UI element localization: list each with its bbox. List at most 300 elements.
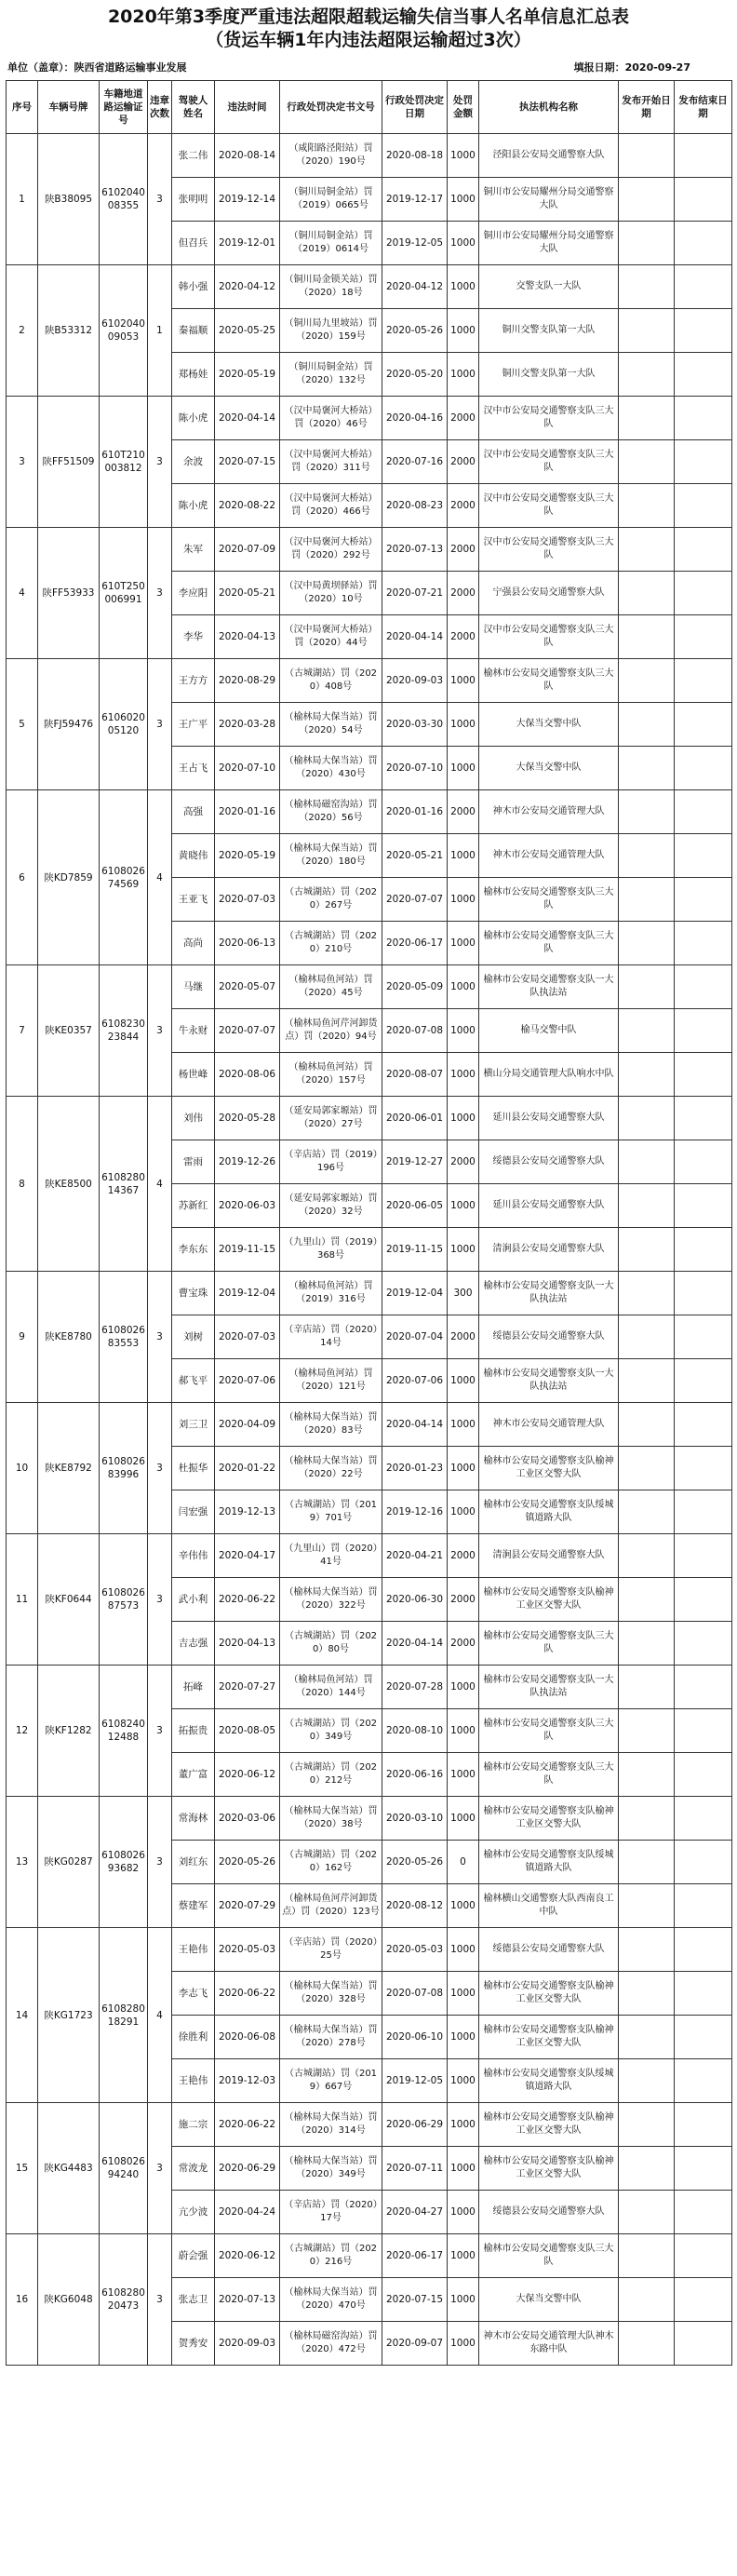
driver-name: 常海林 [172, 1797, 215, 1841]
publish-start-date [619, 1140, 675, 1184]
penalty-date: 2020-06-10 [382, 2016, 448, 2059]
violation-count: 3 [148, 1534, 172, 1666]
header-plate: 车辆号牌 [38, 81, 100, 134]
penalty-amount: 1000 [448, 2059, 479, 2103]
publish-end-date [675, 1928, 732, 1972]
agency-name: 汉中市公安局交通警察支队三大队 [479, 397, 619, 440]
permit-number: 610204009053 [100, 265, 148, 397]
penalty-doc-number: （古城湖站）罚（2020）210号 [280, 922, 382, 965]
penalty-amount: 1000 [448, 1403, 479, 1447]
publish-start-date [619, 1359, 675, 1403]
penalty-amount: 1000 [448, 222, 479, 265]
violation-time: 2020-01-22 [215, 1447, 280, 1490]
penalty-amount: 1000 [448, 1184, 479, 1228]
permit-number: 610828014367 [100, 1097, 148, 1272]
penalty-amount: 2000 [448, 1140, 479, 1184]
table-row [7, 528, 732, 572]
penalty-amount: 1000 [448, 1490, 479, 1534]
agency-name: 绥德县公安局交通警察大队 [479, 1928, 619, 1972]
violation-count: 3 [148, 1403, 172, 1534]
publish-start-date [619, 703, 675, 747]
penalty-amount: 1000 [448, 353, 479, 397]
publish-end-date [675, 878, 732, 922]
vehicle-plate: 陕FF51509 [38, 397, 100, 528]
penalty-date: 2020-06-17 [382, 2234, 448, 2278]
violation-count: 1 [148, 265, 172, 397]
driver-name: 刘树 [172, 1315, 215, 1359]
penalty-amount: 1000 [448, 1097, 479, 1140]
agency-name: 榆林市公安局交通警察支队绥城镇道路大队 [479, 1490, 619, 1534]
publish-start-date [619, 1097, 675, 1140]
violation-time: 2020-05-07 [215, 965, 280, 1009]
agency-name: 榆林市公安局交通警察支队三大队 [479, 878, 619, 922]
penalty-date: 2020-07-28 [382, 1666, 448, 1709]
penalty-amount: 1000 [448, 2016, 479, 2059]
publish-start-date [619, 659, 675, 703]
violation-time: 2020-07-03 [215, 878, 280, 922]
driver-name: 苏新红 [172, 1184, 215, 1228]
driver-name: 徐胜利 [172, 2016, 215, 2059]
publish-start-date [619, 1841, 675, 1884]
violation-count: 3 [148, 1797, 172, 1928]
violation-time: 2020-08-05 [215, 1709, 280, 1753]
table-row [7, 1797, 732, 1841]
agency-name: 铜川交警支队第一大队 [479, 353, 619, 397]
agency-name: 榆马交警中队 [479, 1009, 619, 1053]
penalty-date: 2020-06-01 [382, 1097, 448, 1140]
penalty-amount: 1000 [448, 2103, 479, 2147]
agency-name: 汉中市公安局交通警察支队三大队 [479, 440, 619, 484]
penalty-doc-number: （榆林局鱼河站）罚（2020）121号 [280, 1359, 382, 1403]
violation-count: 3 [148, 2103, 172, 2234]
penalty-date: 2020-07-13 [382, 528, 448, 572]
penalty-doc-number: （榆林局大保当站）罚（2020）38号 [280, 1797, 382, 1841]
permit-number: 610802683996 [100, 1403, 148, 1534]
violation-time: 2020-07-29 [215, 1884, 280, 1928]
penalty-date: 2020-03-30 [382, 703, 448, 747]
driver-name: 施二宗 [172, 2103, 215, 2147]
penalty-amount: 2000 [448, 1578, 479, 1622]
driver-name: 但召兵 [172, 222, 215, 265]
penalty-amount: 1000 [448, 1666, 479, 1709]
penalty-doc-number: （榆林局鱼河站）罚（2019）316号 [280, 1272, 382, 1315]
publish-start-date [619, 1315, 675, 1359]
penalty-doc-number: （榆林局磁窑沟站）罚（2020）56号 [280, 790, 382, 834]
permit-number: 610T210003812 [100, 397, 148, 528]
driver-name: 王方方 [172, 659, 215, 703]
agency-name: 榆林市公安局交通警察支队三大队 [479, 659, 619, 703]
penalty-amount: 1000 [448, 134, 479, 178]
penalty-amount: 2000 [448, 528, 479, 572]
table-row [7, 965, 732, 1009]
penalty-doc-number: （榆林局鱼河站）罚（2020）157号 [280, 1053, 382, 1097]
violation-time: 2020-05-25 [215, 309, 280, 353]
penalty-date: 2019-12-16 [382, 1490, 448, 1534]
penalty-date: 2020-06-30 [382, 1578, 448, 1622]
penalty-amount: 1000 [448, 2191, 479, 2234]
header-agency: 执法机构名称 [479, 81, 619, 134]
publish-start-date [619, 2059, 675, 2103]
penalty-doc-number: （辛店站）罚（2019）196号 [280, 1140, 382, 1184]
penalty-doc-number: （榆林局大保当站）罚（2020）22号 [280, 1447, 382, 1490]
publish-start-date [619, 922, 675, 965]
driver-name: 张二伟 [172, 134, 215, 178]
publish-end-date [675, 528, 732, 572]
publish-end-date [675, 309, 732, 353]
penalty-amount: 2000 [448, 484, 479, 528]
group-no: 13 [7, 1797, 38, 1928]
penalty-date: 2020-08-23 [382, 484, 448, 528]
driver-name: 李华 [172, 615, 215, 659]
header-driver: 驾驶人姓名 [172, 81, 215, 134]
publish-start-date [619, 1972, 675, 2016]
agency-name: 大保当交警中队 [479, 747, 619, 790]
penalty-doc-number: （古城湖站）罚（2020）212号 [280, 1753, 382, 1797]
violation-time: 2020-05-28 [215, 1097, 280, 1140]
violation-time: 2020-03-28 [215, 703, 280, 747]
violation-time: 2020-09-03 [215, 2322, 280, 2366]
agency-name: 神木市公安局交通管理大队 [479, 834, 619, 878]
penalty-date: 2020-07-15 [382, 2278, 448, 2322]
group-no: 9 [7, 1272, 38, 1403]
penalty-amount: 1000 [448, 703, 479, 747]
penalty-doc-number: （古城湖站）罚（2020）216号 [280, 2234, 382, 2278]
violation-time: 2020-08-14 [215, 134, 280, 178]
vehicle-plate: 陕KE8780 [38, 1272, 100, 1403]
penalty-doc-number: （九里山）罚（2019）368号 [280, 1228, 382, 1272]
penalty-date: 2020-06-16 [382, 1753, 448, 1797]
driver-name: 王广平 [172, 703, 215, 747]
penalty-amount: 1000 [448, 1972, 479, 2016]
vehicle-plate: 陕FF53933 [38, 528, 100, 659]
permit-number: 610828018291 [100, 1928, 148, 2103]
agency-name: 榆林市公安局交通警察支队榆神工业区交警大队 [479, 1447, 619, 1490]
penalty-amount: 1000 [448, 1447, 479, 1490]
violation-count: 3 [148, 1666, 172, 1797]
violation-time: 2019-12-03 [215, 2059, 280, 2103]
header-start: 发布开始日期 [619, 81, 675, 134]
violation-time: 2020-05-26 [215, 1841, 280, 1884]
penalty-doc-number: （榆林局大保当站）罚（2020）328号 [280, 1972, 382, 2016]
driver-name: 亢少波 [172, 2191, 215, 2234]
vehicle-plate: 陕B38095 [38, 134, 100, 265]
violation-time: 2020-07-10 [215, 747, 280, 790]
publish-start-date [619, 1709, 675, 1753]
publish-start-date [619, 134, 675, 178]
penalty-date: 2019-12-04 [382, 1272, 448, 1315]
violation-time: 2020-06-22 [215, 1578, 280, 1622]
violation-time: 2020-06-29 [215, 2147, 280, 2191]
publish-end-date [675, 1534, 732, 1578]
agency-name: 神木市公安局交通管理大队 [479, 790, 619, 834]
violation-time: 2019-12-14 [215, 178, 280, 222]
violation-time: 2020-04-12 [215, 265, 280, 309]
penalty-amount: 1000 [448, 178, 479, 222]
violation-time: 2020-04-24 [215, 2191, 280, 2234]
vehicle-plate: 陕KE8500 [38, 1097, 100, 1272]
penalty-date: 2020-01-16 [382, 790, 448, 834]
publish-start-date [619, 965, 675, 1009]
violation-time: 2020-07-03 [215, 1315, 280, 1359]
publish-end-date [675, 1053, 732, 1097]
penalty-amount: 1000 [448, 2234, 479, 2278]
violation-count: 3 [148, 965, 172, 1097]
publish-start-date [619, 1228, 675, 1272]
agency-name: 大保当交警中队 [479, 703, 619, 747]
vehicle-plate: 陕KF0644 [38, 1534, 100, 1666]
group-no: 10 [7, 1403, 38, 1534]
vehicle-plate: 陕KG1723 [38, 1928, 100, 2103]
group-no: 15 [7, 2103, 38, 2234]
agency-name: 延川县公安局交通警察大队 [479, 1097, 619, 1140]
permit-number: 610802687573 [100, 1534, 148, 1666]
permit-number: 610802683553 [100, 1272, 148, 1403]
driver-name: 常波龙 [172, 2147, 215, 2191]
violation-time: 2020-01-16 [215, 790, 280, 834]
publish-start-date [619, 265, 675, 309]
group-no: 7 [7, 965, 38, 1097]
driver-name: 拓振贵 [172, 1709, 215, 1753]
penalty-amount: 2000 [448, 572, 479, 615]
permit-number: 610802674569 [100, 790, 148, 965]
penalty-doc-number: （古城湖站）罚（2020）80号 [280, 1622, 382, 1666]
publish-end-date [675, 834, 732, 878]
violation-time: 2019-12-01 [215, 222, 280, 265]
driver-name: 韩小强 [172, 265, 215, 309]
penalty-doc-number: （铜川局铜金站）罚（2019）0665号 [280, 178, 382, 222]
violation-time: 2020-08-22 [215, 484, 280, 528]
publish-start-date [619, 222, 675, 265]
agency-name: 榆林市公安局交通警察支队一大队执法站 [479, 1359, 619, 1403]
table-row [7, 1272, 732, 1315]
agency-name: 神木市公安局交通管理大队 [479, 1403, 619, 1447]
penalty-doc-number: （铜川局九里坡站）罚（2020）159号 [280, 309, 382, 353]
publish-end-date [675, 1140, 732, 1184]
vehicle-plate: 陕KG4483 [38, 2103, 100, 2234]
vehicle-plate: 陕KE8792 [38, 1403, 100, 1534]
agency-name: 榆林市公安局交通警察支队一大队执法站 [479, 1272, 619, 1315]
vehicle-plate: 陕FJ59476 [38, 659, 100, 790]
violation-time: 2020-07-13 [215, 2278, 280, 2322]
penalty-date: 2020-04-21 [382, 1534, 448, 1578]
group-no: 5 [7, 659, 38, 790]
table-header-row [7, 81, 732, 134]
violation-count: 3 [148, 2234, 172, 2366]
driver-name: 高尚 [172, 922, 215, 965]
penalty-amount: 1000 [448, 2322, 479, 2366]
penalty-date: 2019-12-27 [382, 1140, 448, 1184]
vehicle-plate: 陕KE0357 [38, 965, 100, 1097]
penalty-doc-number: （九里山）罚（2020）41号 [280, 1534, 382, 1578]
driver-name: 刘三卫 [172, 1403, 215, 1447]
table-row [7, 2103, 732, 2147]
violation-time: 2019-12-26 [215, 1140, 280, 1184]
header-time: 违法时间 [215, 81, 280, 134]
penalty-amount: 1000 [448, 1053, 479, 1097]
driver-name: 余波 [172, 440, 215, 484]
penalty-amount: 1000 [448, 922, 479, 965]
agency-name: 榆林横山交通警察大队西南良工中队 [479, 1884, 619, 1928]
driver-name: 郝飞平 [172, 1359, 215, 1403]
permit-number: 610802694240 [100, 2103, 148, 2234]
violation-time: 2020-07-09 [215, 528, 280, 572]
penalty-date: 2020-04-27 [382, 2191, 448, 2234]
penalty-doc-number: （铜川局铜金站）罚（2019）0614号 [280, 222, 382, 265]
violation-time: 2020-06-22 [215, 1972, 280, 2016]
permit-number: 610602005120 [100, 659, 148, 790]
agency-name: 铜川市公安局耀州分局交通警察大队 [479, 222, 619, 265]
penalty-doc-number: （榆林局大保当站）罚（2020）278号 [280, 2016, 382, 2059]
penalty-amount: 1000 [448, 2278, 479, 2322]
fill-date: 填报日期：2020-09-27 [573, 61, 690, 74]
header-amount: 处罚金额 [448, 81, 479, 134]
group-no: 2 [7, 265, 38, 397]
violation-time: 2020-04-09 [215, 1403, 280, 1447]
publish-end-date [675, 1228, 732, 1272]
driver-name: 刘红东 [172, 1841, 215, 1884]
penalty-doc-number: （榆林局大保当站）罚（2020）314号 [280, 2103, 382, 2147]
driver-name: 蔚会强 [172, 2234, 215, 2278]
publish-end-date [675, 1272, 732, 1315]
driver-name: 牛永财 [172, 1009, 215, 1053]
table-row [7, 1534, 732, 1578]
penalty-date: 2020-09-03 [382, 659, 448, 703]
penalty-date: 2020-07-08 [382, 1972, 448, 2016]
header-count: 违章次数 [148, 81, 172, 134]
penalty-amount: 1000 [448, 309, 479, 353]
agency-name: 榆林市公安局交通警察支队榆神工业区交警大队 [479, 2147, 619, 2191]
driver-name: 杨世峰 [172, 1053, 215, 1097]
violation-time: 2020-06-08 [215, 2016, 280, 2059]
table-row [7, 2234, 732, 2278]
publish-end-date [675, 353, 732, 397]
penalty-date: 2019-11-15 [382, 1228, 448, 1272]
publish-start-date [619, 1272, 675, 1315]
group-no: 14 [7, 1928, 38, 2103]
driver-name: 李东东 [172, 1228, 215, 1272]
penalty-doc-number: （辛店站）罚（2020）14号 [280, 1315, 382, 1359]
penalty-amount: 2000 [448, 440, 479, 484]
violation-count: 3 [148, 528, 172, 659]
group-no: 11 [7, 1534, 38, 1666]
penalty-date: 2020-05-21 [382, 834, 448, 878]
penalty-doc-number: （古城湖站）罚（2020）408号 [280, 659, 382, 703]
publish-start-date [619, 1797, 675, 1841]
violation-time: 2020-05-03 [215, 1928, 280, 1972]
violation-time: 2020-07-15 [215, 440, 280, 484]
penalty-doc-number: （汉中局褒河大桥站）罚（2020）44号 [280, 615, 382, 659]
publish-start-date [619, 2278, 675, 2322]
agency-name: 清涧县公安局交通警察大队 [479, 1534, 619, 1578]
agency-name: 榆林市公安局交通警察支队榆神工业区交警大队 [479, 1972, 619, 2016]
violation-time: 2020-06-12 [215, 1753, 280, 1797]
penalty-date: 2020-05-03 [382, 1928, 448, 1972]
permit-number: 610828020473 [100, 2234, 148, 2366]
publish-start-date [619, 1053, 675, 1097]
publish-end-date [675, 484, 732, 528]
publish-start-date [619, 1753, 675, 1797]
penalty-doc-number: （古城湖站）罚（2020）349号 [280, 1709, 382, 1753]
publish-end-date [675, 1709, 732, 1753]
driver-name: 李志飞 [172, 1972, 215, 2016]
driver-name: 陈小虎 [172, 397, 215, 440]
violation-time: 2020-05-19 [215, 353, 280, 397]
permit-number: 610824012488 [100, 1666, 148, 1797]
violation-time: 2020-08-29 [215, 659, 280, 703]
publish-end-date [675, 1447, 732, 1490]
penalty-date: 2020-08-07 [382, 1053, 448, 1097]
driver-name: 王占飞 [172, 747, 215, 790]
penalty-doc-number: （辛店站）罚（2020）25号 [280, 1928, 382, 1972]
driver-name: 李应阳 [172, 572, 215, 615]
agency-name: 绥德县公安局交通警察大队 [479, 1140, 619, 1184]
penalty-date: 2020-07-04 [382, 1315, 448, 1359]
violation-count: 4 [148, 790, 172, 965]
publish-end-date [675, 2059, 732, 2103]
penalty-date: 2020-04-14 [382, 1403, 448, 1447]
publish-start-date [619, 484, 675, 528]
driver-name: 黄晓伟 [172, 834, 215, 878]
publish-start-date [619, 178, 675, 222]
violation-time: 2019-11-15 [215, 1228, 280, 1272]
agency-name: 神木市公安局交通管理大队神木东路中队 [479, 2322, 619, 2366]
violation-table [6, 80, 732, 2366]
penalty-amount: 1000 [448, 1009, 479, 1053]
driver-name: 刘伟 [172, 1097, 215, 1140]
agency-name: 横山分局交通管理大队响水中队 [479, 1053, 619, 1097]
penalty-date: 2020-04-14 [382, 1622, 448, 1666]
violation-count: 4 [148, 1928, 172, 2103]
driver-name: 董广富 [172, 1753, 215, 1797]
agency-name: 榆林市公安局交通警察支队榆神工业区交警大队 [479, 1578, 619, 1622]
driver-name: 马继 [172, 965, 215, 1009]
violation-time: 2020-04-14 [215, 397, 280, 440]
publish-start-date [619, 790, 675, 834]
penalty-date: 2020-07-10 [382, 747, 448, 790]
vehicle-plate: 陕B53312 [38, 265, 100, 397]
publish-end-date [675, 1403, 732, 1447]
publish-end-date [675, 178, 732, 222]
publish-end-date [675, 2147, 732, 2191]
table-row [7, 1403, 732, 1447]
penalty-date: 2020-05-26 [382, 1841, 448, 1884]
vehicle-plate: 陕KF1282 [38, 1666, 100, 1797]
penalty-date: 2020-07-06 [382, 1359, 448, 1403]
driver-name: 吉志强 [172, 1622, 215, 1666]
publish-end-date [675, 2016, 732, 2059]
penalty-doc-number: （铜川局金锁关站）罚（2020）18号 [280, 265, 382, 309]
penalty-amount: 1000 [448, 1709, 479, 1753]
penalty-amount: 1000 [448, 659, 479, 703]
driver-name: 高强 [172, 790, 215, 834]
publish-start-date [619, 1447, 675, 1490]
publish-end-date [675, 922, 732, 965]
penalty-date: 2019-12-05 [382, 222, 448, 265]
violation-time: 2020-07-07 [215, 1009, 280, 1053]
violation-time: 2020-06-03 [215, 1184, 280, 1228]
penalty-date: 2020-06-29 [382, 2103, 448, 2147]
header-date: 行政处罚决定日期 [382, 81, 448, 134]
agency-name: 榆林市公安局交通警察支队一大队执法站 [479, 1666, 619, 1709]
agency-name: 汉中市公安局交通警察支队三大队 [479, 484, 619, 528]
violation-count: 3 [148, 659, 172, 790]
agency-name: 榆林市公安局交通警察支队三大队 [479, 1622, 619, 1666]
publish-end-date [675, 659, 732, 703]
penalty-amount: 1000 [448, 878, 479, 922]
agency-name: 大保当交警中队 [479, 2278, 619, 2322]
group-no: 8 [7, 1097, 38, 1272]
penalty-amount: 2000 [448, 1315, 479, 1359]
